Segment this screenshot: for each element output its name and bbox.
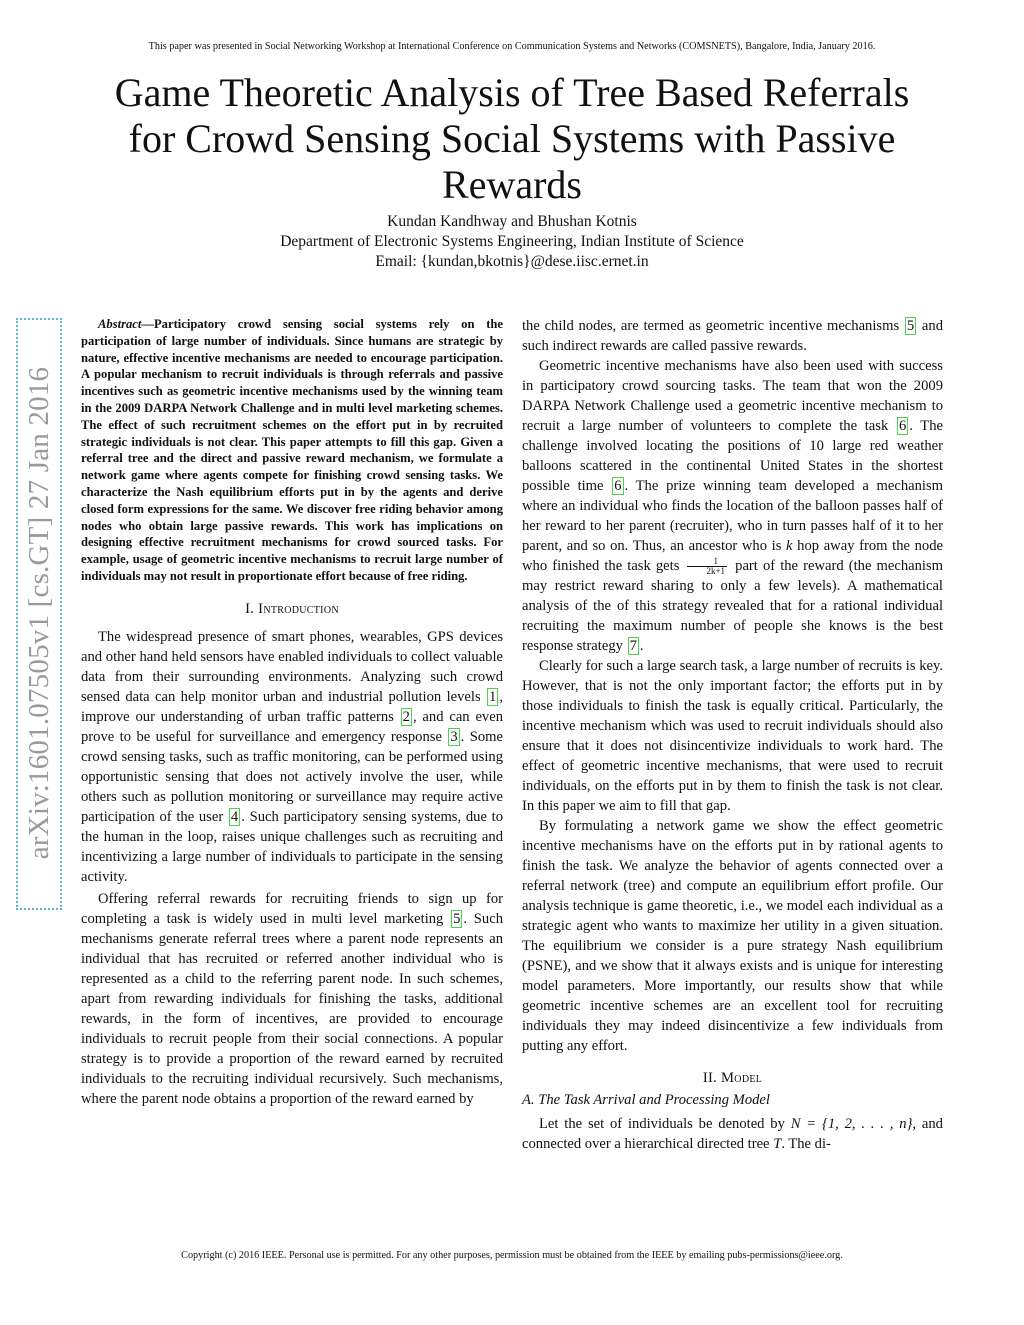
citation-link[interactable]: 2 [402,708,410,725]
abstract [81,316,503,585]
text-run: , improve our understanding of urban traffic patterns [81,688,503,725]
citation-link[interactable]: 5 [906,318,915,334]
right-column [522,316,943,1154]
section-heading-introduction: I. Introduction [245,600,339,617]
intro-paragraph-2 [81,889,503,1109]
intro-paragraph-2-continued [522,316,943,356]
fraction-numerator: 1 [687,557,727,567]
math-variable-k: k [786,538,793,554]
intro-paragraph-3 [522,356,943,656]
text-run: . The di- [781,1136,831,1153]
text-run: hop away from the node who finished the task gets [522,538,943,574]
text-run: The widespread presence of smart phones, wearables, GPS devices and other hand held sensors have enabled individuals to collect valuable data from their surrounding environments. Analyzing such crowd sensed data can help monitor urban and industrial pollution levels [81,628,503,705]
text-run: . [639,638,644,655]
abstract-text: —Participatory crowd sensing social systems rely on the participation of large number of individuals. Since humans are strategic by nature, effective incentive mechanisms are needed to encourage participation. A popular mechanism to recruit individuals is through referrals and passive incentives such as geometric incentive mechanisms used by the winning team in the 2009 DARPA Network Challenge and in multi level marketing schemes. The effect of such recruitment schemes on the effort put in by recruited strategic individuals is not clear. This paper attempts to fill this gap. Given a referral tree and the direct and passive reward mechanism, we formulate a network game where agents compete for finishing crowd sensing tasks. We characterize the Nash equilibrium efforts put in by the agents and derive closed form expressions for the same. We discover free riding behavior among nodes who obtain large passive rewards. This work has implications on designing effective recruitment mechanisms for crowd sourced tasks. For example, usage of geometric incentive mechanisms to recruit large number of individuals may not result in proportionate effort because of free riding. [81,317,503,583]
text-run: . The challenge involved locating the positions of 10 large red weather balloons scattered in the continental United States in the shortest possible time [522,418,943,494]
citation-link[interactable]: 4 [230,808,239,825]
text-run: and such indirect rewards are called passive rewards. [522,318,943,354]
abstract-label: Abstract [98,317,142,331]
text-run: , and can even prove to be useful for surveillance and emergency response [81,708,503,745]
affiliation: Department of Electronic Systems Engineering, Indian Institute of Science [280,233,744,250]
text-run: . The prize winning team developed a mechanism where an individual who finds the location of the balloon passes half of her reward to her parent (recruiter), who in turn passes half of it to her parent, and so on. Thus, an ancestor who is [522,478,943,554]
text-run: . Such participatory sensing systems, due to the human in the loop, raises unique challenges such as recruiting and incentivizing a large number of individuals to participate in the sensing activity. [81,808,503,885]
citation-link[interactable]: 6 [614,478,622,494]
copyright-footer: Copyright (c) 2016 IEEE. Personal use is permitted. For any other purposes, permission must be obtained from the IEEE by emailing pubs-permissions@ieee.org. [181,1250,843,1261]
text-run: the child nodes, are termed as geometric incentive mechanisms [522,318,904,334]
email: Email: {kundan,bkotnis}@dese.iisc.ernet.in [375,253,649,270]
author-block [0,212,1024,272]
text-run: and connected over a hierarchical directed tree [522,1116,943,1153]
text-run: . Such mechanisms generate referral trees where a parent node represents an individual that has recruited or referred another individual who is represented as a child to the referring parent node. In such schemes, apart from rewarding individuals for finishing the tasks, additional rewards, in the form of incentives, are provided to encourage individuals to recruit people from their social connections. A popular strategy is to provide a proportion of the reward earned by recruited individuals to the recruiting individual recursively. Such mechanisms, where the parent node obtains a proportion of the reward earned by [81,910,503,1107]
model-paragraph-1 [522,1114,943,1154]
fraction-denominator: 2k+1 [706,566,726,577]
citation-link[interactable]: 1 [489,688,497,705]
text-run: . Some crowd sensing tasks, such as traffic monitoring, can be performed using opportunistic sensing that does not actively involve the user, while others such as pollution monitoring or surveillance may require active participation of the user [81,728,503,825]
text-run: Let the set of individuals be denoted by [539,1116,791,1133]
conference-note: This paper was presented in Social Networking Workshop at International Conference on Communication Systems and Networks (COMSNETS), Bangalore, India, January 2016. [148,41,876,52]
citation-link[interactable]: 3 [450,728,458,745]
section-heading-model: II. Model [702,1070,763,1087]
citation-link[interactable]: 5 [453,910,461,927]
text-run: part of the reward (the mechanism may restrict reward sharing to only a few levels). A mathematical analysis of the of this strategy revealed that for a rational individual recruiting the maximum number of people she knows is the best response strategy [522,558,943,655]
arxiv-identifier: arXiv:1601.07505v1 [cs.GT] 27 Jan 2016 [23,366,55,860]
citation-link[interactable]: 7 [629,638,637,655]
text-run: Geometric incentive mechanisms have also been used with success in participatory crowd sourcing tasks. The team that won the 2009 DARPA Network Challenge used a geometric incentive mechanism to recruit a large number of volunteers to complete the task [522,358,943,434]
citation-link[interactable]: 6 [898,418,907,434]
intro-paragraph-5: By formulating a network game we show the effect geometric incentive mechanisms have on the efforts put in by rational agents to finish the task. We analyze the behavior of agents connected over a referral network (tree) and compute an equilibrium effort profile. Our analysis technique is game theoretic, i.e., we model each individual as a strategic agent who wants to maximize her utility in a given situation. The equilibrium we consider is a pure strategy Nash equilibrium (PSNE), and we show that it always exists and is unique for interesting model parameters. More importantly, our results show that while geometric incentive schemes are an excellent tool for recruiting individuals they may indeed disincentivize a few individuals from putting any effort. [522,818,943,1055]
text-run: Offering referral rewards for recruiting friends to sign up for completing a task is widely used in multi level marketing [81,890,503,927]
math-set-n: N = {1, 2, . . . , n}, [790,1116,917,1133]
author-names: Kundan Kandhway and Bhushan Kotnis [387,213,637,230]
intro-paragraph-4: Clearly for such a large search task, a large number of recruits is key. However, that is not the only important factor; the efforts put in by those individuals to finish the task is equally critical. Particularly, the incentive mechanism which was used to recruit individuals should also ensure that it does not disincentivize individuals to work hard. The effect of geometric incentive mechanisms, that were used to recruit individuals, on the efforts put in by them to finish the task is not clear. In this paper we aim to fill that gap. [522,658,943,815]
fraction-formula [687,557,727,576]
paper-title: Game Theoretic Analysis of Tree Based Referrals for Crowd Sensing Social Systems with Passive Rewards [114,70,910,207]
math-tree-t: T [773,1136,782,1153]
subsection-heading: A. The Task Arrival and Processing Model [522,1092,770,1109]
intro-paragraph-1 [81,627,503,887]
left-column [81,316,503,1109]
